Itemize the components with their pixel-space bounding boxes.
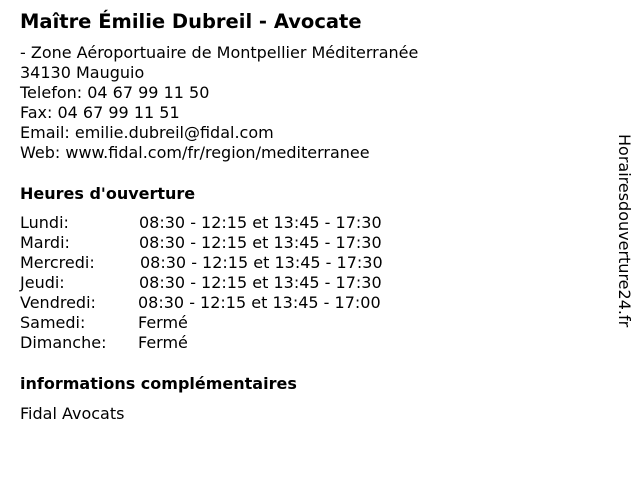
hours-value: 08:30 - 12:15 et 13:45 - 17:30: [140, 253, 383, 272]
day-label: Dimanche:: [20, 333, 107, 352]
hours-row-tuesday: [20, 233, 460, 253]
address-city: 34130 Mauguio: [20, 63, 145, 82]
day-label: Samedi:: [20, 313, 86, 332]
hours-row-saturday: [20, 313, 460, 333]
hours-value: 08:30 - 12:15 et 13:45 - 17:30: [139, 213, 382, 232]
fax-line: Fax: 04 67 99 11 51: [20, 103, 180, 122]
additional-info-text: Fidal Avocats: [20, 404, 125, 423]
hours-row-sunday: [20, 333, 460, 353]
web-line: Web: www.fidal.com/fr/region/mediterranee: [20, 143, 370, 162]
hours-row-friday: [20, 293, 460, 313]
address-street: - Zone Aéroportuaire de Montpellier Méditerranée: [20, 43, 419, 62]
hours-value: Fermé: [138, 313, 188, 332]
email-line: Email: emilie.dubreil@fidal.com: [20, 123, 274, 142]
page-title: Maître Émilie Dubreil - Avocate: [20, 10, 362, 33]
hours-value: 08:30 - 12:15 et 13:45 - 17:30: [139, 273, 382, 292]
contact-block: [20, 43, 418, 163]
hours-row-monday: [20, 213, 460, 233]
additional-info-heading: informations complémentaires: [20, 374, 297, 393]
hours-row-wednesday: [20, 253, 460, 273]
day-label: Mardi:: [20, 233, 70, 252]
opening-hours-table: [20, 213, 460, 353]
hours-value: Fermé: [138, 333, 188, 352]
day-label: Lundi:: [20, 213, 69, 232]
day-label: Vendredi:: [20, 293, 96, 312]
day-label: Mercredi:: [20, 253, 95, 272]
opening-hours-heading: Heures d'ouverture: [20, 184, 196, 203]
hours-row-thursday: [20, 273, 460, 293]
hours-value: 08:30 - 12:15 et 13:45 - 17:30: [139, 233, 382, 252]
site-watermark: Horairesdouverture24.fr: [615, 134, 634, 328]
day-label: Jeudi:: [20, 273, 65, 292]
phone-line: Telefon: 04 67 99 11 50: [20, 83, 210, 102]
hours-value: 08:30 - 12:15 et 13:45 - 17:00: [138, 293, 381, 312]
